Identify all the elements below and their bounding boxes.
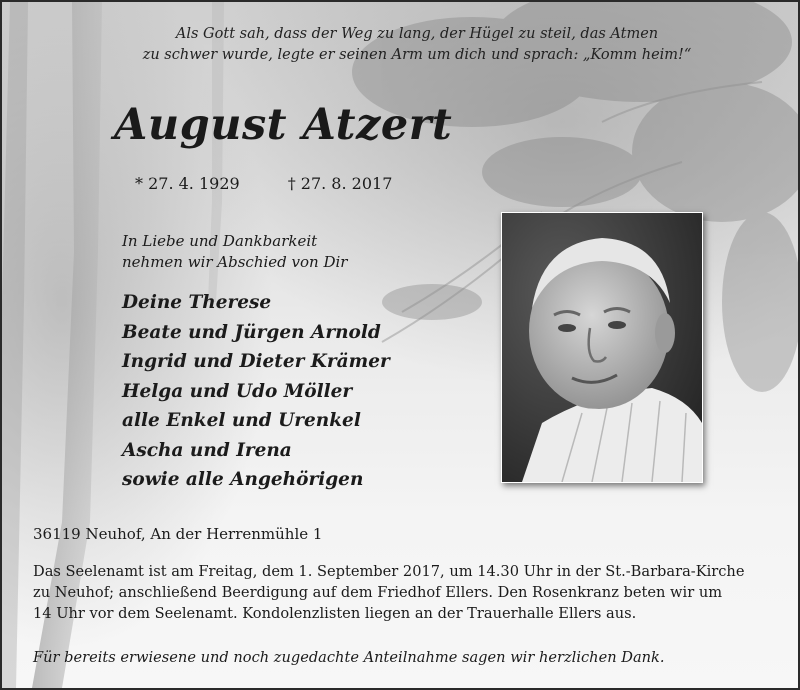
- family-member: alle Enkel und Urenkel: [122, 410, 361, 431]
- portrait-photo: [501, 212, 703, 483]
- quote: [102, 24, 732, 66]
- farewell-line: nehmen wir Abschied von Dir: [122, 253, 348, 271]
- family-member: Ascha und Irena: [122, 439, 292, 461]
- service-line: Das Seelenamt ist am Freitag, dem 1. September 2017, um 14.30 Uhr in der St.-Barbara-Kirche: [33, 563, 745, 580]
- thanks-text: Für bereits erwiesene und noch zugedachte Anteilnahme sagen wir herzlichen Dank.: [33, 649, 665, 666]
- family-member: sowie alle Angehörigen: [122, 469, 364, 490]
- family-member: Ingrid und Dieter Krämer: [122, 351, 390, 372]
- family-list: [122, 288, 492, 495]
- service-line: zu Neuhof; anschließend Beerdigung auf dem Friedhof Ellers. Den Rosenkranz beten wir um: [33, 584, 723, 601]
- deceased-name: August Atzert: [114, 100, 453, 150]
- life-dates: [135, 174, 392, 193]
- family-member: Beate und Jürgen Arnold: [122, 321, 381, 343]
- quote-line: Als Gott sah, dass der Weg zu lang, der Hügel zu steil, das Atmen: [175, 26, 659, 42]
- death-date: † 27. 8. 2017: [287, 174, 393, 193]
- service-info: [33, 561, 778, 624]
- address: 36119 Neuhof, An der Herrenmühle 1: [33, 525, 323, 543]
- farewell-text: [122, 231, 482, 273]
- quote-line: zu schwer wurde, legte er seinen Arm um dich und sprach: „Komm heim!“: [142, 47, 692, 63]
- birth-date: * 27. 4. 1929: [135, 174, 240, 193]
- service-line: 14 Uhr vor dem Seelenamt. Kondolenzlisten liegen an der Trauerhalle Ellers aus.: [33, 605, 637, 622]
- family-member: Deine Therese: [122, 292, 272, 313]
- portrait-illustration: [502, 213, 702, 482]
- farewell-line: In Liebe und Dankbarkeit: [122, 232, 318, 250]
- family-member: Helga und Udo Möller: [122, 380, 353, 402]
